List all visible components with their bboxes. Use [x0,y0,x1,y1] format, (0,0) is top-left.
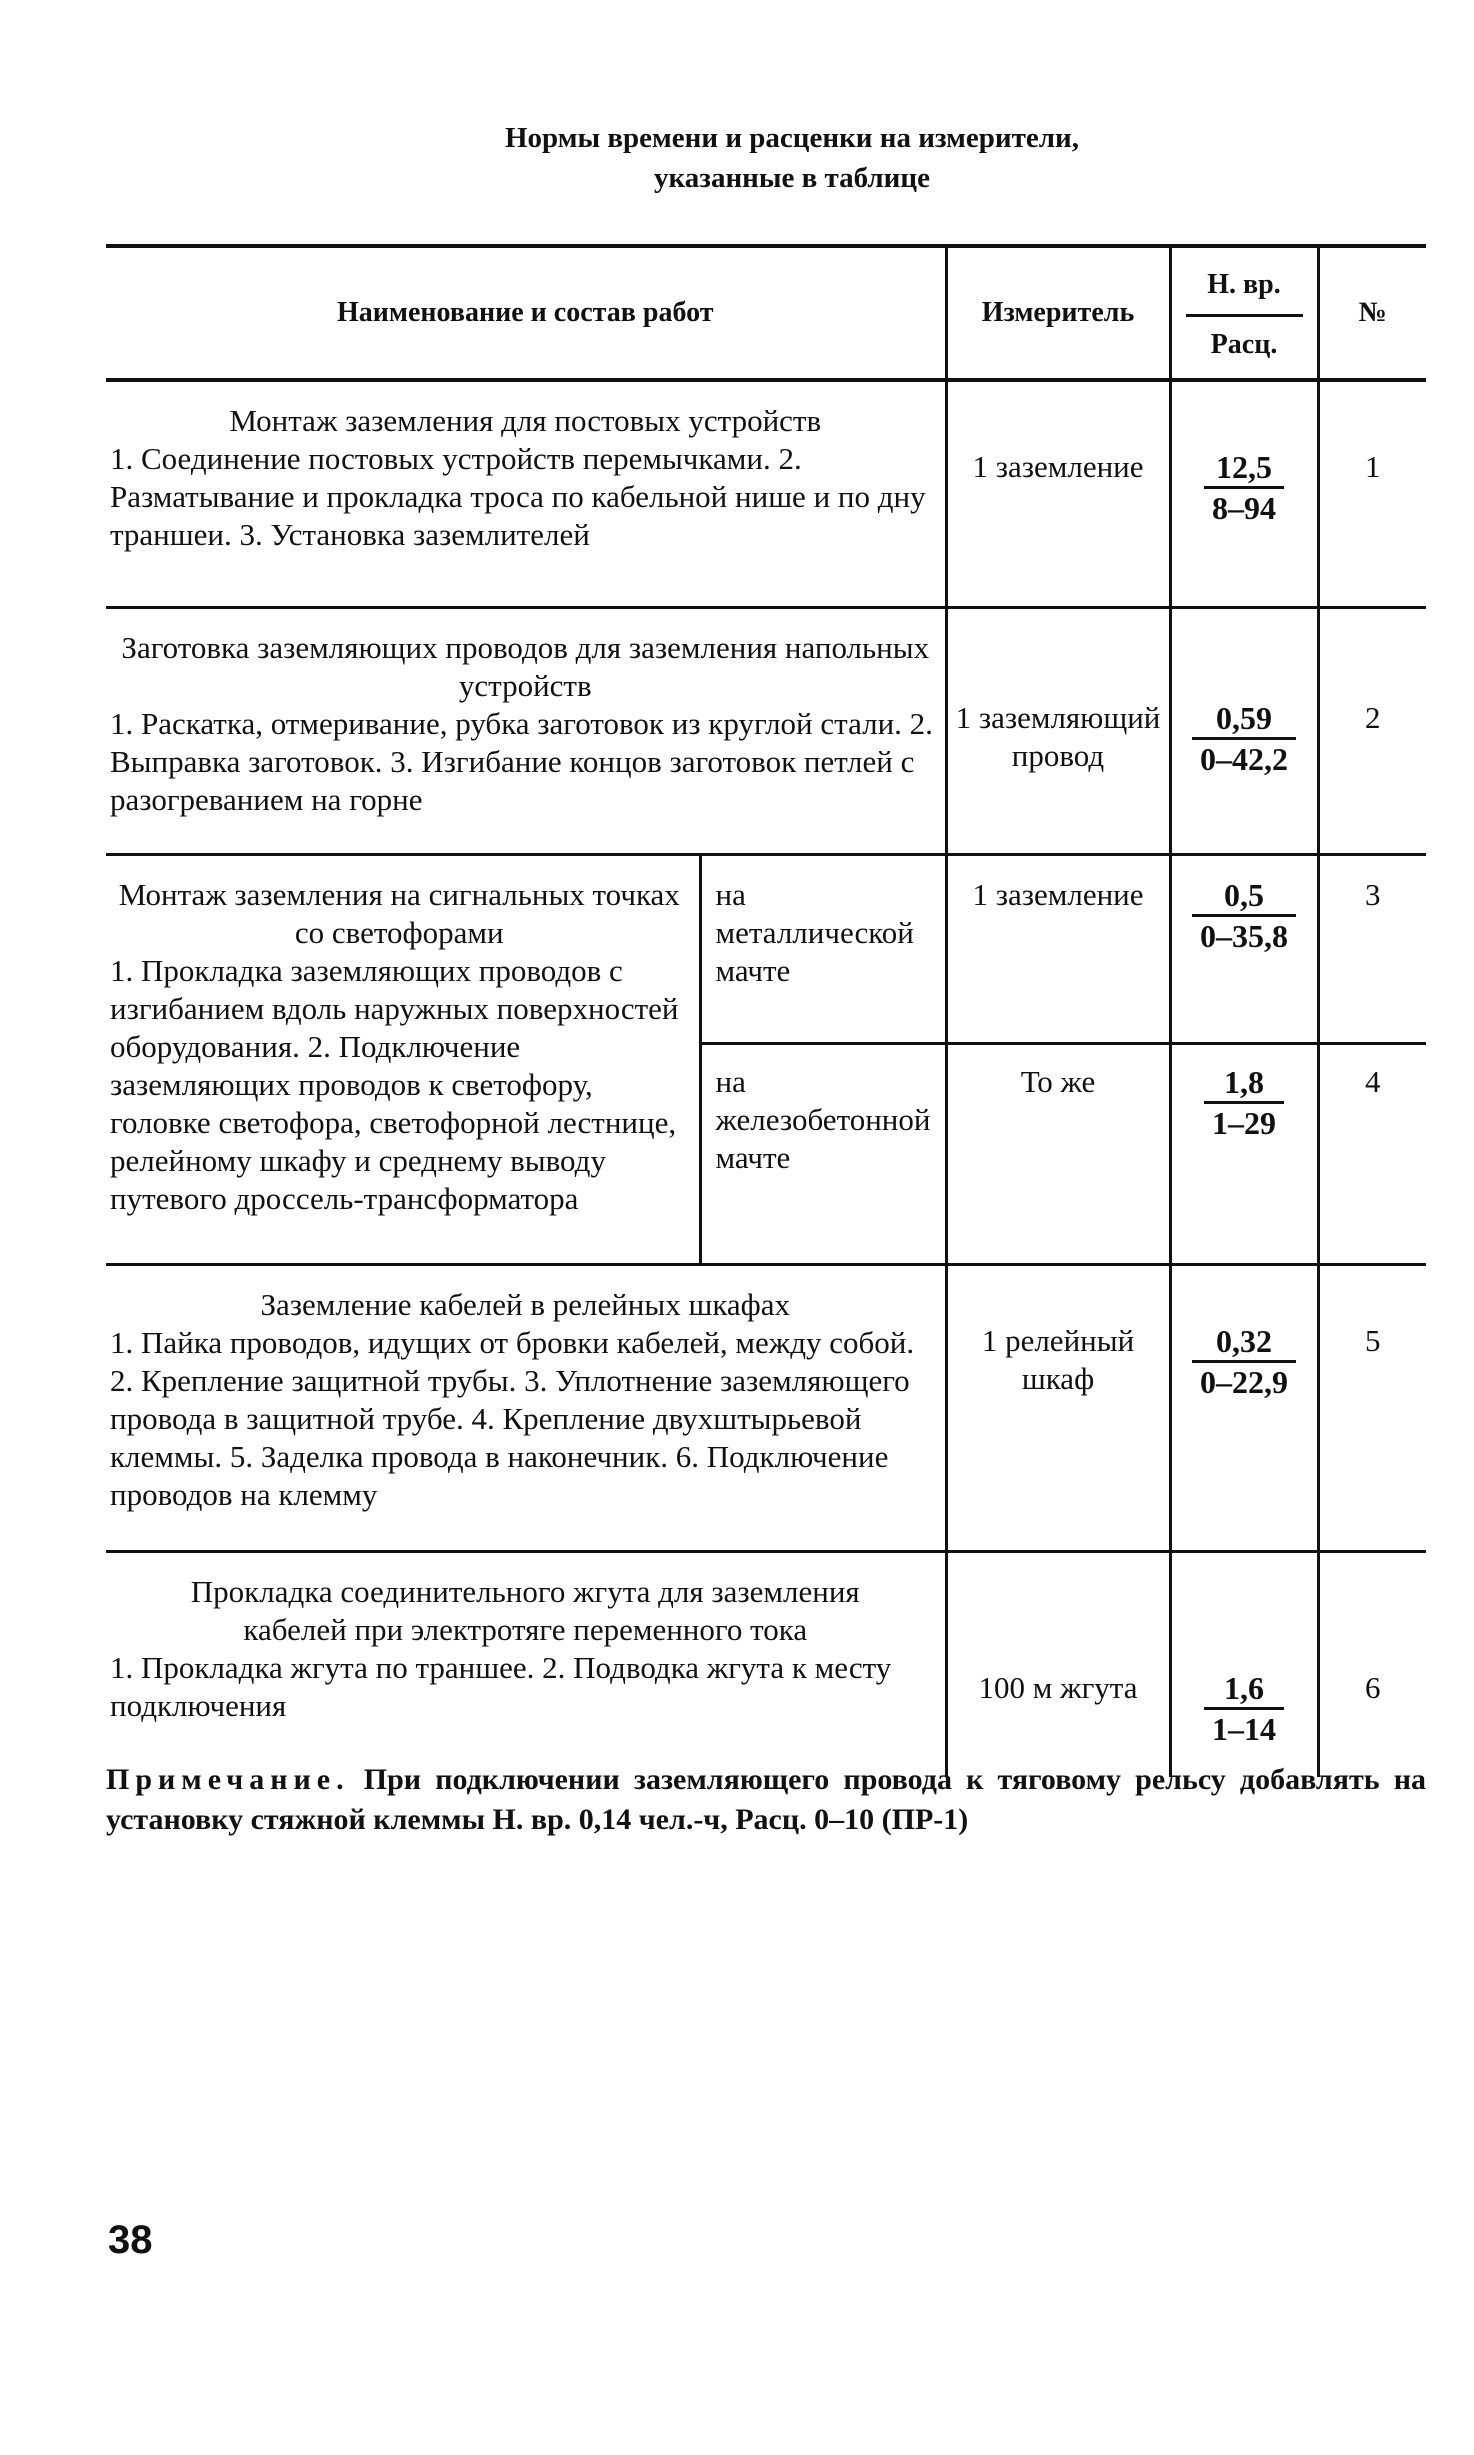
work-title: Заземление кабелей в релейных шкафах [260,1287,791,1322]
norm-price: 1–29 [1204,1101,1284,1142]
table-row [106,1552,1426,1778]
page-number: 38 [108,2218,153,2262]
page-title [0,118,1474,198]
norm-price: 0–35,8 [1192,914,1296,955]
row-number: 4 [1318,1044,1426,1265]
norm-price: 0–22,9 [1192,1360,1296,1401]
unit-cell: 1 релейный шкаф [946,1265,1170,1552]
norm-price: 8–94 [1204,486,1284,527]
unit-cell: 1 заземление [946,380,1170,608]
norm-time: 1,8 [1224,1064,1264,1100]
norm-time: 0,32 [1216,1323,1272,1359]
norm-price: 0–42,2 [1192,737,1296,778]
unit-cell: 100 м жгута [946,1552,1170,1778]
norm-cell [1170,1044,1318,1265]
row-number: 3 [1318,855,1426,1044]
table-row [106,380,1426,608]
norm-time: 0,59 [1216,700,1272,736]
header-norm-time: Н. вр. [1207,269,1281,300]
variant-label: на металлической мачте [700,855,946,1044]
work-desc: 1. Раскатка, отмеривание, рубка заготовок из круглой стали. 2. Выправка заготовок. 3. Изгибание концов заготовок петлей с разогреванием на горне [110,706,933,817]
row-number: 1 [1318,380,1426,608]
work-title: Монтаж заземления для постовых устройств [229,403,822,438]
variant-label: на железобетонной мачте [700,1044,946,1265]
norm-time: 1,6 [1224,1670,1264,1706]
norms-table [106,244,1426,1777]
work-title: Прокладка соединительного жгута для заземления кабелей при электротяге переменного тока [190,1574,860,1647]
header-norm [1170,246,1318,380]
header-unit: Измеритель [946,246,1170,380]
norm-price: 1–14 [1204,1707,1284,1748]
row-number: 6 [1365,1670,1381,1705]
unit-cell: 1 заземление [946,855,1170,1044]
work-desc: 1. Пайка проводов, идущих от бровки кабелей, между собой. 2. Крепление защитной трубы. 3. Уплотнение заземляющего провода в защитной трубе. 4. Крепление двухштырьевой клеммы. 5. Заделка провода в наконечник. 6. Подключение проводов на клемму [110,1325,915,1512]
norm-cell [1170,380,1318,608]
work-desc: 1. Прокладка жгута по траншее. 2. Подводка жгута к месту подключения [110,1650,892,1723]
note-text: При подключении заземляющего провода к тяговому рельсу добавлять на установку стяжной клеммы Н. вр. 0,14 чел.-ч, Расц. 0–10 (ПР-1) [106,1763,1426,1836]
norm-cell [1170,855,1318,1044]
unit-cell: То же [946,1044,1170,1265]
header-norm-price: Расц. [1210,329,1278,360]
work-title: Монтаж заземления на сигнальных точках со светофорами [118,877,680,950]
header-num: № [1318,246,1426,380]
norm-cell [1170,1265,1318,1552]
title-line-2: указанные в таблице [654,162,930,194]
norm-time: 0,5 [1224,877,1264,913]
table-row [106,608,1426,855]
table-header [106,246,1426,380]
header-work: Наименование и состав работ [106,246,946,380]
norm-time: 12,5 [1216,449,1272,485]
work-title: Заготовка заземляющих проводов для заземления напольных устройств [121,630,930,703]
row-number: 5 [1318,1265,1426,1552]
table-row [106,855,1426,1044]
title-line-1: Нормы времени и расценки на измерители, [505,122,1079,154]
norm-cell [1170,1552,1318,1778]
row-number: 2 [1318,608,1426,855]
norm-cell [1170,608,1318,855]
unit-cell: 1 заземляющий провод [946,608,1170,855]
note-label: Примечание. [106,1763,350,1796]
table-row [106,1265,1426,1552]
table-note [106,1760,1426,1840]
work-desc: 1. Соединение постовых устройств перемычками. 2. Разматывание и прокладка троса по кабельной нише и по дну траншеи. 3. Установка заземлителей [110,441,926,552]
work-desc: 1. Прокладка заземляющих проводов с изгибанием вдоль наружных поверхностей оборудования. 2. Подключение заземляющих проводов к светофору, головке светофора, светофорной лестнице, релейному шкафу и среднему выводу путевого дроссель-трансформатора [110,953,679,1216]
